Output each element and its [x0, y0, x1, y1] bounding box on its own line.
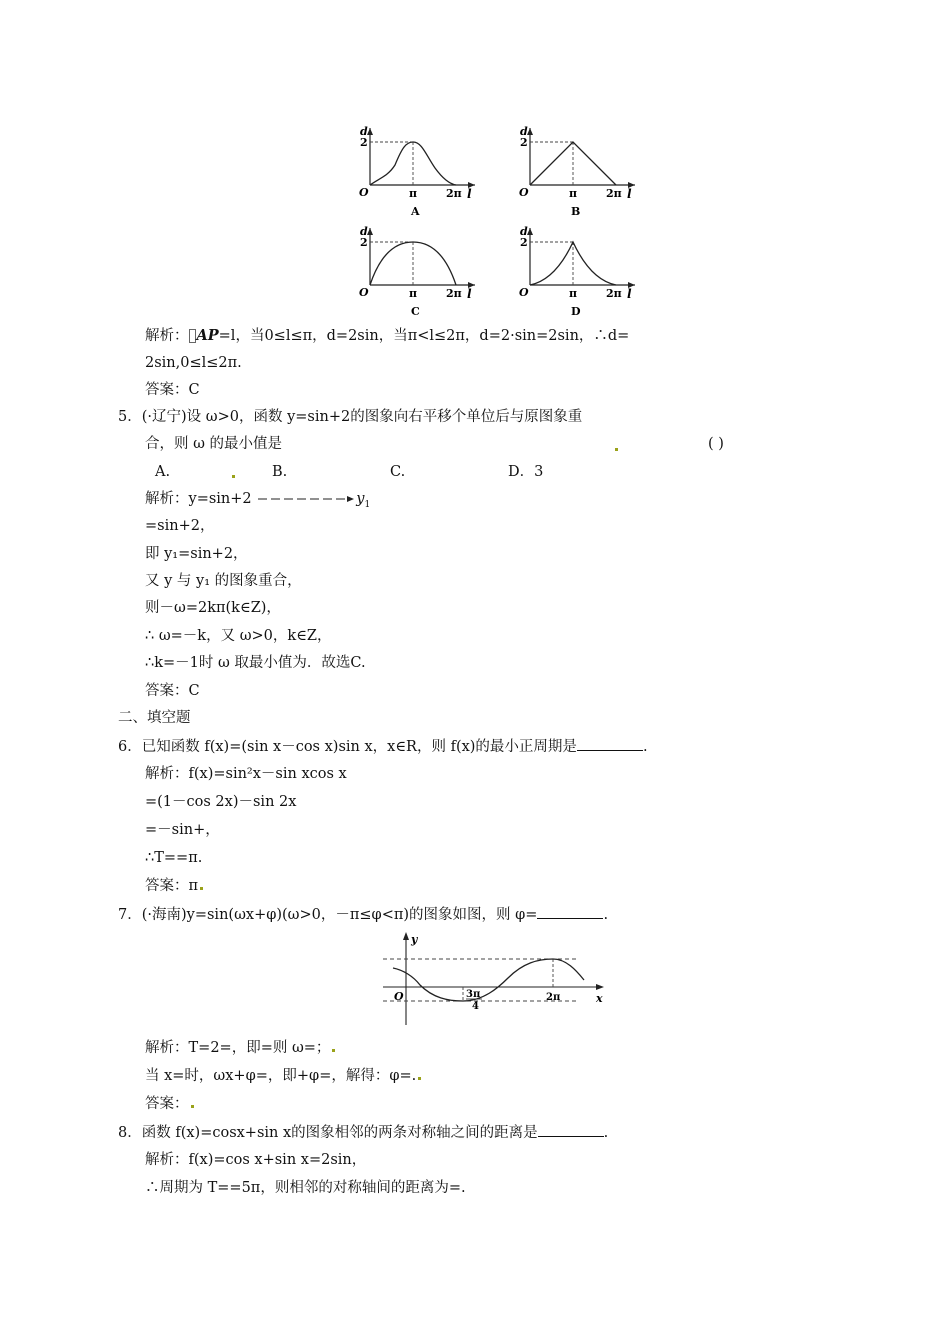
graph-b-l: l	[627, 187, 632, 201]
q7-graph-x: x	[596, 992, 603, 1005]
q8-line1	[118, 1122, 608, 1143]
graph-c-l: l	[467, 287, 472, 301]
graph-a-l: l	[467, 187, 472, 201]
graph-c-pi: π	[409, 287, 418, 300]
graph-a-o: O	[359, 186, 369, 199]
stray-dot	[332, 1049, 335, 1052]
q6-end: .	[642, 739, 648, 755]
graph-d-o: O	[519, 286, 529, 299]
graph-a-d: d	[360, 125, 368, 138]
graph-c-d: d	[360, 225, 368, 238]
q6-solution-line3: =－sin+，	[145, 822, 220, 838]
q7-line1	[118, 904, 608, 925]
graph-d-d: d	[520, 225, 528, 238]
graph-a-2pi: 2π	[446, 187, 462, 200]
q5-solution-line2: =sin+2，	[145, 518, 215, 534]
q4-sol-l1-rest: =l，当0≤l≤π，d=2sin，当π<l≤2π，d=2·sin=2sin，∴d=	[218, 328, 630, 344]
q5-sol1b: y	[356, 491, 365, 507]
graph-b-label: B	[571, 205, 581, 218]
graph-d	[519, 225, 635, 318]
q5-answer: 答案：C	[145, 683, 200, 699]
graph-b-d: d	[520, 125, 528, 138]
q6-blank	[577, 736, 643, 751]
section-heading: 二、填空题	[118, 710, 191, 726]
q6-answer	[145, 876, 205, 896]
graph-d-pi: π	[569, 287, 578, 300]
q4-sol-prefix: 解析：	[145, 328, 189, 344]
graph-b-pi: π	[569, 187, 578, 200]
q7-line1-text: 7．(·海南)y=sin(ωx+φ)(ω>0，－π≤φ<π)的图象如图，则 φ=	[118, 907, 538, 923]
q7-graph-4: 4	[472, 1001, 479, 1012]
q8-solution-line1: 解析：f(x)=cos x+sin x=2sin，	[145, 1152, 367, 1168]
q4-sol-ap: AP	[196, 327, 219, 344]
graphs-figure	[340, 120, 650, 320]
graph-a-2: 2	[360, 136, 368, 149]
q5-sol1-sub: 1	[364, 499, 371, 510]
stray-dot	[418, 1077, 421, 1080]
q7-graph-o: O	[394, 990, 404, 1003]
q6-line1-text: 6．已知函数 f(x)=(sin x－cos x)sin x，x∈R，则 f(x)的最小正周期是	[118, 739, 577, 755]
graph-a	[359, 125, 475, 218]
q8-blank	[538, 1122, 604, 1137]
graph-b-o: O	[519, 186, 529, 199]
graph-c-2pi: 2π	[446, 287, 462, 300]
q5-sol1a: 解析：y=sin+2	[145, 491, 252, 507]
graph-b-2pi: 2π	[606, 187, 622, 200]
q8-solution-line2: ∴周期为 T==5π，则相邻的对称轴间的距离为=.	[145, 1180, 466, 1196]
graph-a-label: A	[411, 205, 420, 218]
q7-graph-2pi: 2π	[546, 992, 561, 1003]
graph-c-2: 2	[360, 236, 368, 249]
q6-solution-line4: ∴T==π.	[145, 850, 203, 866]
q4-solution-line1	[145, 326, 629, 346]
q5-solution-line1	[145, 489, 370, 515]
stray-dot	[200, 887, 203, 890]
q8-line1-text: 8．函数 f(x)=cosx+sin x的图象相邻的两条对称轴之间的距离是	[118, 1125, 538, 1141]
graph-c	[359, 225, 475, 318]
q7-solution-line1	[145, 1038, 337, 1058]
q5-option-a: A.	[155, 464, 171, 480]
placeholder-box-icon	[189, 329, 196, 343]
q5-solution-line6: ∴ ω=－k，又 ω>0，k∈Z，	[145, 628, 332, 644]
q7-end: .	[603, 907, 609, 923]
graph-d-2pi: 2π	[606, 287, 622, 300]
q5-paren: ( )	[708, 436, 724, 452]
q6-solution-line2: =(1－cos 2x)－sin 2x	[145, 794, 297, 810]
q7-graph-y: y	[411, 933, 418, 946]
graph-d-l: l	[627, 287, 632, 301]
q7-sine-graph	[378, 930, 610, 1028]
graph-b-2: 2	[520, 136, 528, 149]
q7-sol2-text: 当 x=时，ωx+φ=，即+φ=，解得：φ=.	[145, 1068, 417, 1084]
q7-answer-text: 答案：	[145, 1096, 189, 1112]
q5-solution-line7: ∴k=－1时 ω 取最小值为．故选C.	[145, 655, 366, 671]
q7-solution-line2	[145, 1066, 423, 1086]
q5-line1: 5．(·辽宁)设 ω>0，函数 y=sin+2的图象向右平移个单位后与原图象重	[118, 409, 583, 425]
q4-answer: 答案：C	[145, 382, 200, 398]
q4-sol-l2: 2sin,0≤l≤2π.	[145, 355, 242, 371]
q6-solution-line1: 解析：f(x)=sin²x－sin xcos x	[145, 766, 347, 782]
q7-blank	[537, 904, 603, 919]
q4-solution-line2	[145, 353, 242, 373]
graph-c-label: C	[411, 305, 420, 318]
q6-line1	[118, 736, 648, 757]
q7-sol1-text: 解析：T=2=，即=则 ω=；	[145, 1040, 331, 1056]
graph-b	[519, 125, 635, 218]
q5-line2: 合，则 ω 的最小值是	[145, 436, 283, 452]
q5-solution-line4: 又 y 与 y₁ 的图象重合，	[145, 573, 302, 589]
q5-solution-line3: 即 y₁=sin+2，	[145, 546, 248, 562]
q7-graph-3pi: 3π	[466, 989, 481, 1000]
q5-solution-line5: 则－ω=2kπ(k∈Z)，	[145, 600, 281, 616]
graph-c-o: O	[359, 286, 369, 299]
graph-d-label: D	[571, 305, 581, 318]
q8-end: .	[603, 1125, 609, 1141]
q5-option-b: B.	[272, 464, 288, 480]
q5-option-c: C.	[390, 464, 406, 480]
stray-dot	[615, 448, 618, 451]
q6-answer-text: 答案：π	[145, 878, 199, 894]
graph-a-pi: π	[409, 187, 418, 200]
stray-dot	[232, 475, 235, 478]
q7-answer	[145, 1094, 196, 1114]
transform-arrow-icon	[256, 494, 356, 504]
graph-d-2: 2	[520, 236, 528, 249]
stray-dot	[191, 1105, 194, 1108]
q5-option-d: D．3	[508, 464, 544, 480]
